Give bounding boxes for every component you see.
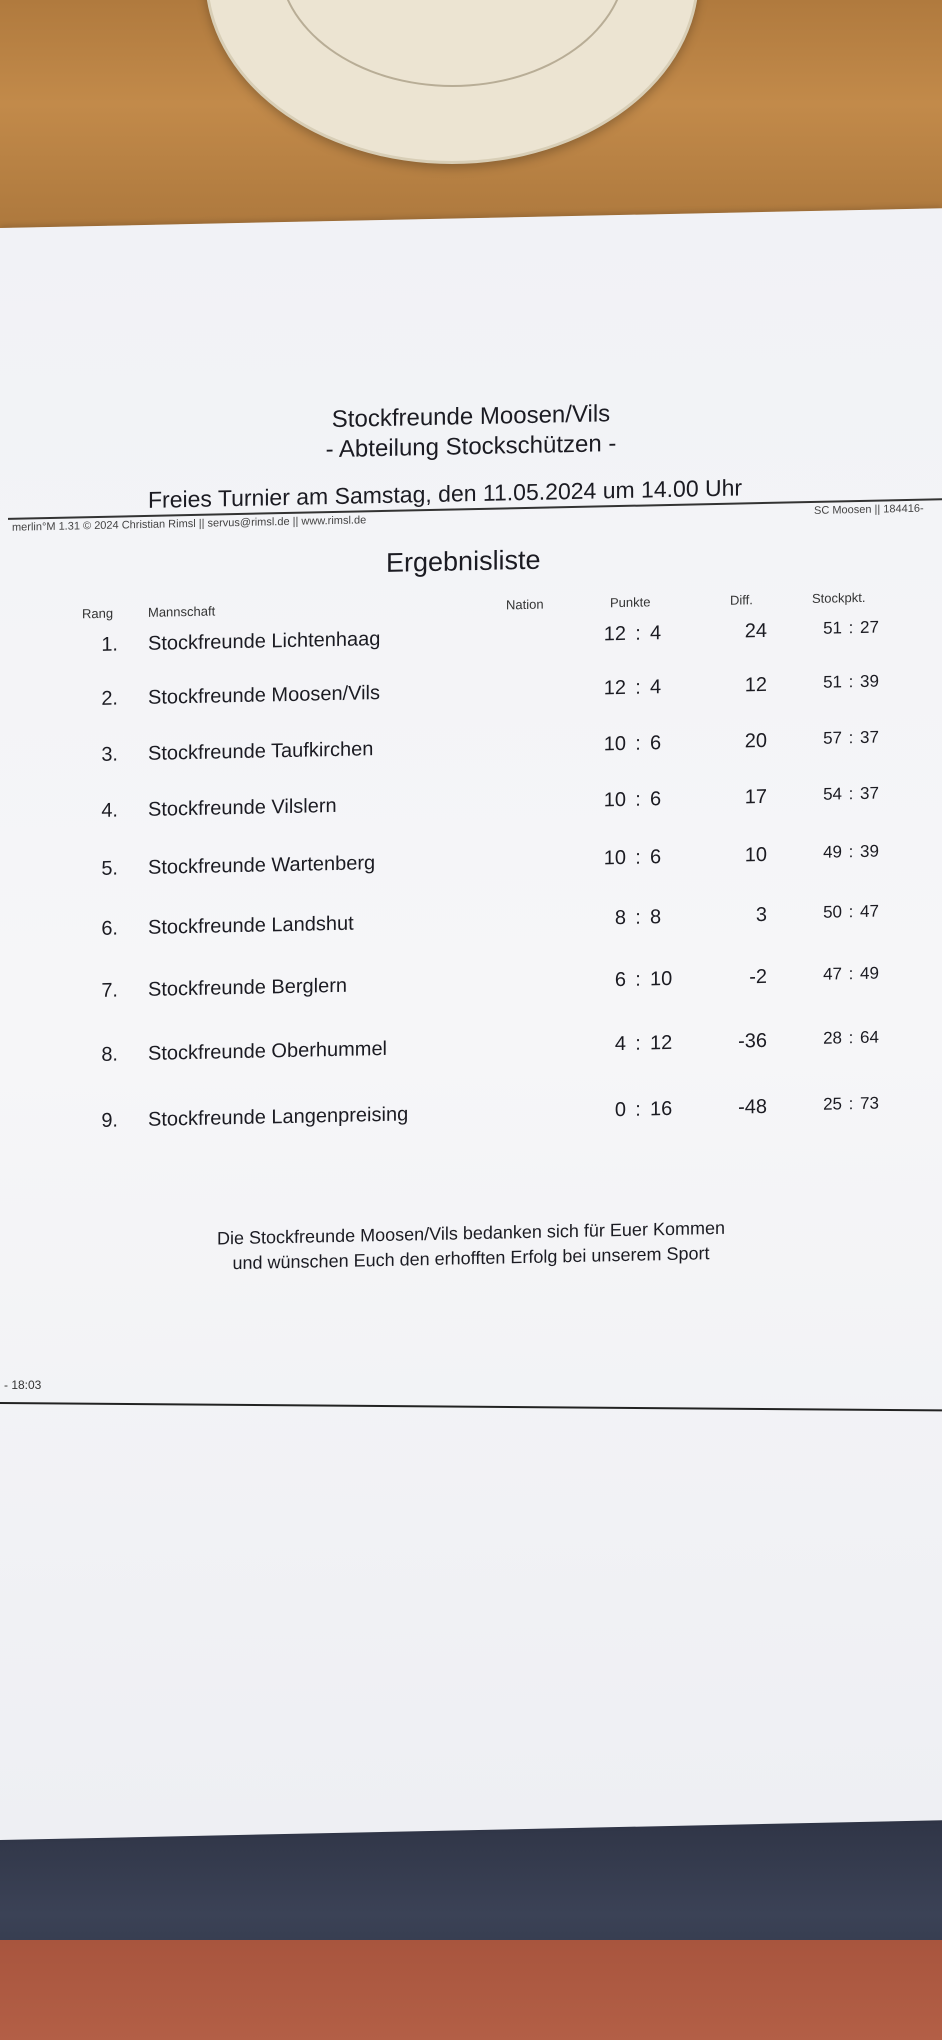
- points-lost-cell: 10: [650, 967, 673, 991]
- coaster-ring: [278, 0, 627, 87]
- diff-cell: 12: [744, 673, 767, 697]
- rank-cell: 3.: [101, 743, 118, 766]
- diff-cell: -36: [738, 1029, 767, 1053]
- stockpoints-separator: :: [848, 728, 854, 748]
- stockpoints-for-cell: 25: [823, 1094, 842, 1114]
- points-lost-cell: 6: [650, 732, 662, 755]
- stockpoints-for-cell: 50: [823, 902, 842, 922]
- stockpoints-separator: :: [848, 618, 854, 638]
- rank-cell: 5.: [101, 857, 118, 880]
- points-won-cell: 12: [603, 622, 626, 646]
- team-cell: Stockfreunde Langenpreising: [148, 1103, 409, 1131]
- stockpoints-separator: :: [848, 964, 854, 984]
- table-row: [0, 726, 942, 786]
- points-separator: :: [635, 968, 641, 991]
- header-rank: Rang: [82, 605, 114, 622]
- team-cell: Stockfreunde Wartenberg: [148, 852, 376, 879]
- points-separator: :: [635, 622, 641, 645]
- table-row: [0, 782, 942, 842]
- stockpoints-against-cell: 27: [860, 617, 879, 637]
- points-won-cell: 10: [603, 732, 626, 756]
- club-name: Stockfreunde Moosen/Vils: [331, 400, 611, 434]
- table-row: [0, 670, 942, 730]
- stockpoints-for-cell: 49: [823, 842, 842, 862]
- table-row: [0, 840, 942, 900]
- points-won-cell: 0: [614, 1098, 626, 1122]
- points-lost-cell: 6: [650, 788, 662, 811]
- results-document: [0, 208, 942, 1840]
- points-lost-cell: 8: [650, 906, 662, 929]
- thanks-line-1: Die Stockfreunde Moosen/Vils bedanken sich für Euer Kommen: [217, 1217, 725, 1249]
- stockpoints-for-cell: 47: [823, 964, 842, 984]
- stockpoints-against-cell: 73: [860, 1093, 879, 1113]
- event-line: Freies Turnier am Samstag, den 11.05.2024 um 14.00 Uhr: [148, 474, 743, 513]
- stockpoints-against-cell: 39: [860, 671, 879, 691]
- points-lost-cell: 4: [650, 676, 662, 699]
- rank-cell: 6.: [101, 917, 118, 940]
- diff-cell: -2: [749, 965, 767, 989]
- points-lost-cell: 12: [650, 1031, 673, 1055]
- points-won-cell: 10: [603, 788, 626, 812]
- team-cell: Stockfreunde Oberhummel: [148, 1037, 388, 1065]
- stockpoints-for-cell: 54: [823, 784, 842, 804]
- team-cell: Stockfreunde Landshut: [148, 912, 354, 939]
- rank-cell: 4.: [101, 799, 118, 822]
- points-lost-cell: 4: [650, 622, 662, 645]
- stockpoints-for-cell: 28: [823, 1028, 842, 1048]
- table-row: [0, 1092, 942, 1152]
- team-cell: Stockfreunde Berglern: [148, 974, 348, 1001]
- team-cell: Stockfreunde Moosen/Vils: [148, 682, 380, 709]
- points-separator: :: [635, 788, 641, 811]
- stockpoints-against-cell: 39: [860, 841, 879, 861]
- diff-cell: 17: [744, 785, 767, 809]
- points-separator: :: [635, 1098, 641, 1121]
- stockpoints-for-cell: 51: [823, 618, 842, 638]
- diff-cell: -48: [738, 1095, 767, 1119]
- points-separator: :: [635, 732, 641, 755]
- stockpoints-for-cell: 57: [823, 728, 842, 748]
- points-lost-cell: 6: [650, 846, 662, 869]
- points-lost-cell: 16: [650, 1097, 673, 1121]
- points-won-cell: 8: [614, 906, 626, 930]
- team-cell: Stockfreunde Taufkirchen: [148, 738, 374, 765]
- time-stamp: - 18:03: [4, 1378, 42, 1392]
- points-separator: :: [635, 846, 641, 869]
- diff-cell: 10: [744, 843, 767, 867]
- red-fabric: [0, 1940, 942, 2040]
- table-row: [0, 616, 942, 676]
- header-nation: Nation: [506, 596, 544, 613]
- points-separator: :: [635, 1032, 641, 1055]
- team-cell: Stockfreunde Vilslern: [148, 794, 337, 821]
- department-subtitle: - Abteilung Stockschützen -: [325, 430, 617, 464]
- rank-cell: 8.: [101, 1043, 118, 1066]
- stockpoints-against-cell: 37: [860, 783, 879, 803]
- club-reference: SC Moosen || 184416-: [814, 502, 924, 517]
- points-won-cell: 4: [614, 1032, 626, 1056]
- stockpoints-separator: :: [848, 672, 854, 692]
- header-stockpoints: Stockpkt.: [812, 589, 866, 606]
- software-note: merlin°M 1.31 © 2024 Christian Rimsl || servus@rimsl.de || www.rimsl.de: [12, 514, 367, 534]
- stockpoints-separator: :: [848, 842, 854, 862]
- diff-cell: 20: [744, 729, 767, 753]
- points-won-cell: 6: [614, 968, 626, 992]
- rank-cell: 2.: [101, 687, 118, 710]
- stockpoints-separator: :: [848, 1028, 854, 1048]
- table-row: [0, 962, 942, 1022]
- team-cell: Stockfreunde Lichtenhaag: [148, 628, 381, 655]
- rank-cell: 9.: [101, 1109, 118, 1132]
- table-row: [0, 1026, 942, 1086]
- header-points: Punkte: [610, 594, 651, 611]
- stockpoints-against-cell: 37: [860, 727, 879, 747]
- points-separator: :: [635, 676, 641, 699]
- stockpoints-against-cell: 64: [860, 1027, 879, 1047]
- diff-cell: 24: [744, 619, 767, 643]
- rank-cell: 1.: [101, 633, 118, 656]
- stockpoints-against-cell: 49: [860, 963, 879, 983]
- points-won-cell: 12: [603, 676, 626, 700]
- stockpoints-separator: :: [848, 902, 854, 922]
- list-title: Ergebnisliste: [386, 544, 541, 578]
- stockpoints-for-cell: 51: [823, 672, 842, 692]
- stockpoints-separator: :: [848, 1094, 854, 1114]
- stockpoints-separator: :: [848, 784, 854, 804]
- points-separator: :: [635, 906, 641, 929]
- diff-cell: 3: [755, 903, 767, 927]
- header-diff: Diff.: [730, 592, 753, 608]
- thanks-line-2: und wünschen Euch den erhofften Erfolg bei unserem Sport: [232, 1243, 710, 1274]
- header-team: Mannschaft: [148, 603, 216, 620]
- points-won-cell: 10: [603, 846, 626, 870]
- table-row: [0, 900, 942, 960]
- stockpoints-against-cell: 47: [860, 901, 879, 921]
- rank-cell: 7.: [101, 979, 118, 1002]
- results-sheet: [0, 208, 942, 1840]
